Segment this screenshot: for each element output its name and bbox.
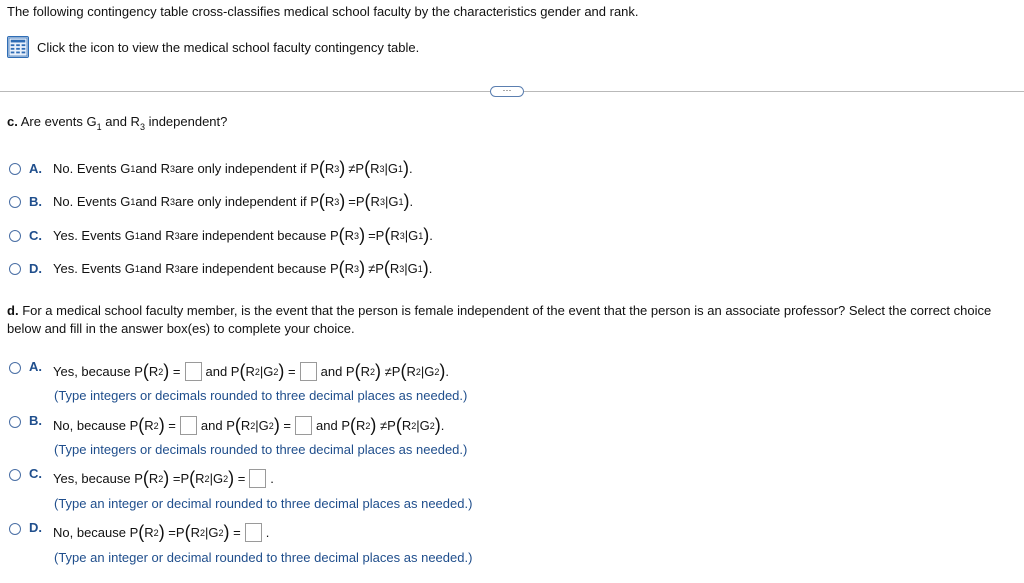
radio-d-a[interactable] (9, 362, 21, 374)
hint-d-b: (Type integers or decimals rounded to three decimal places as needed.) (54, 442, 468, 457)
option-d-c[interactable]: C. Yes, because P ( R 2 ) =P ( R 2 |G 2 ) = . (9, 469, 274, 488)
radio-d-d[interactable] (9, 523, 21, 535)
radio-c-a[interactable] (9, 163, 21, 175)
radio-d-b[interactable] (9, 416, 21, 428)
radio-c-b[interactable] (9, 196, 21, 208)
answer-box-b2[interactable] (295, 416, 312, 435)
option-c-d[interactable]: D. Yes. Events G 1 and R 3 are independent because P ( R 3 ) ≠P ( R 3 |G 1 ) . (9, 261, 432, 276)
intro-text: The following contingency table cross-classifies medical school faculty by the characteristics gender and rank. (7, 4, 639, 19)
option-c-a[interactable]: A. No. Events G 1 and R 3 are only independent if P ( R 3 ) ≠P ( R 3 |G 1 ) . (9, 161, 413, 176)
radio-c-c[interactable] (9, 230, 21, 242)
hint-d-c: (Type an integer or decimal rounded to three decimal places as needed.) (54, 496, 473, 511)
radio-c-d[interactable] (9, 263, 21, 275)
hint-d-d: (Type an integer or decimal rounded to three decimal places as needed.) (54, 550, 473, 565)
question-d: d. For a medical school faculty member, is the event that the person is female independent of the event that the person is an associate professor? Select the correct choice below and fill in the answer box(es) to complete your choice. (7, 303, 992, 336)
option-d-d[interactable]: D. No, because P ( R 2 ) =P ( R 2 |G 2 ) = . (9, 523, 269, 542)
question-c: c. Are events $G_1$ and $R_3$ independent? (7, 114, 228, 132)
more-button[interactable]: ··· (490, 86, 524, 97)
answer-box-b1[interactable] (180, 416, 197, 435)
option-d-a[interactable]: A. Yes, because P ( R 2 ) = and P ( R 2 |G 2 ) = and P ( R 2 ) ≠P ( R 2 |G 2 ) . (9, 362, 449, 381)
answer-box-a1[interactable] (185, 362, 202, 381)
answer-box-c1[interactable] (249, 469, 266, 488)
table-icon[interactable] (7, 36, 29, 58)
table-link-text: Click the icon to view the medical school faculty contingency table. (37, 39, 420, 55)
answer-box-d1[interactable] (245, 523, 262, 542)
option-d-b[interactable]: B. No, because P ( R 2 ) = and P ( R 2 |G 2 ) = and P ( R 2 ) ≠P ( R 2 |G 2 ) . (9, 416, 444, 435)
radio-d-c[interactable] (9, 469, 21, 481)
answer-box-a2[interactable] (300, 362, 317, 381)
table-link-row (7, 36, 419, 58)
option-c-c[interactable]: C. Yes. Events G 1 and R 3 are independent because P ( R 3 ) =P ( R 3 |G 1 ) . (9, 228, 433, 243)
hint-d-a: (Type integers or decimals rounded to three decimal places as needed.) (54, 388, 468, 403)
option-c-b[interactable]: B. No. Events G 1 and R 3 are only independent if P ( R 3 ) =P ( R 3 |G 1 ) . (9, 194, 413, 209)
